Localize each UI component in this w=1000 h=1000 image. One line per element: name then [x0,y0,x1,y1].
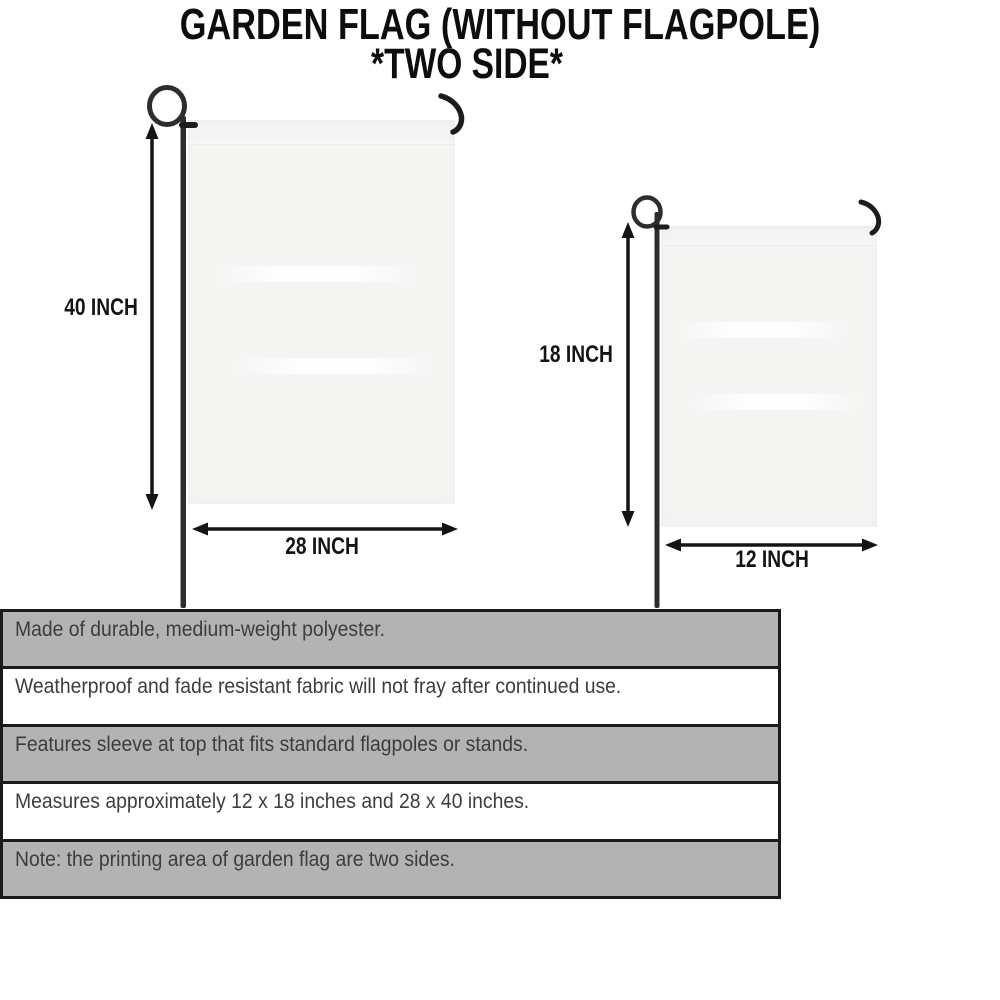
feature-row-4 [3,781,778,838]
arrow-head-down-icon [146,494,159,510]
large-flag-sleeve-seam [188,142,455,145]
feature-row-5 [3,839,778,896]
large-flag-height-label: 40 INCH [64,294,138,321]
feature-text: Features sleeve at top that fits standard flagpoles or stands. [15,731,529,756]
fabric-wrinkle [213,266,420,282]
fabric-wrinkle [691,394,862,410]
small-flag-width-label: 12 INCH [735,546,809,573]
feature-text: Measures approximately 12 x 18 inches and 28 x 40 inches. [15,789,530,814]
feature-text: Weatherproof and fade resistant fabric will not fray after continued use. [15,674,622,699]
arrow-head-left-icon [665,539,681,552]
page-title: GARDEN FLAG (WITHOUT FLAGPOLE) [179,0,821,49]
pole-loop-icon [150,88,185,125]
large-flag-fabric [188,120,455,504]
pole-loop-icon [634,198,661,227]
title-block [0,0,1000,88]
arrow-head-up-icon [622,222,635,238]
small-flag-sleeve-seam [661,243,877,246]
fabric-wrinkle [233,358,435,374]
arrow-head-right-icon [862,539,878,552]
arrow-head-up-icon [146,123,159,139]
page-subtitle: *TWO SIDE* [371,40,563,88]
large-flag-height-arrow [146,123,159,510]
fabric-wrinkle [676,322,847,338]
feature-row-1 [3,612,778,666]
small-flag-fabric [661,226,877,527]
flag-pole-icon [181,116,187,608]
feature-text: Note: the printing area of garden flag are two sides. [15,846,455,871]
large-flag-width-label: 28 INCH [285,533,359,560]
flag-pole-icon [655,212,660,608]
feature-row-3 [3,724,778,781]
feature-row-2 [3,666,778,723]
small-flag-height-arrow [622,222,635,527]
features-table [0,609,781,899]
small-flag-height-label: 18 INCH [539,341,613,368]
arrow-head-left-icon [192,523,208,536]
feature-text: Made of durable, medium-weight polyester. [15,617,385,641]
arrow-head-right-icon [442,523,458,536]
arrow-head-down-icon [622,511,635,527]
